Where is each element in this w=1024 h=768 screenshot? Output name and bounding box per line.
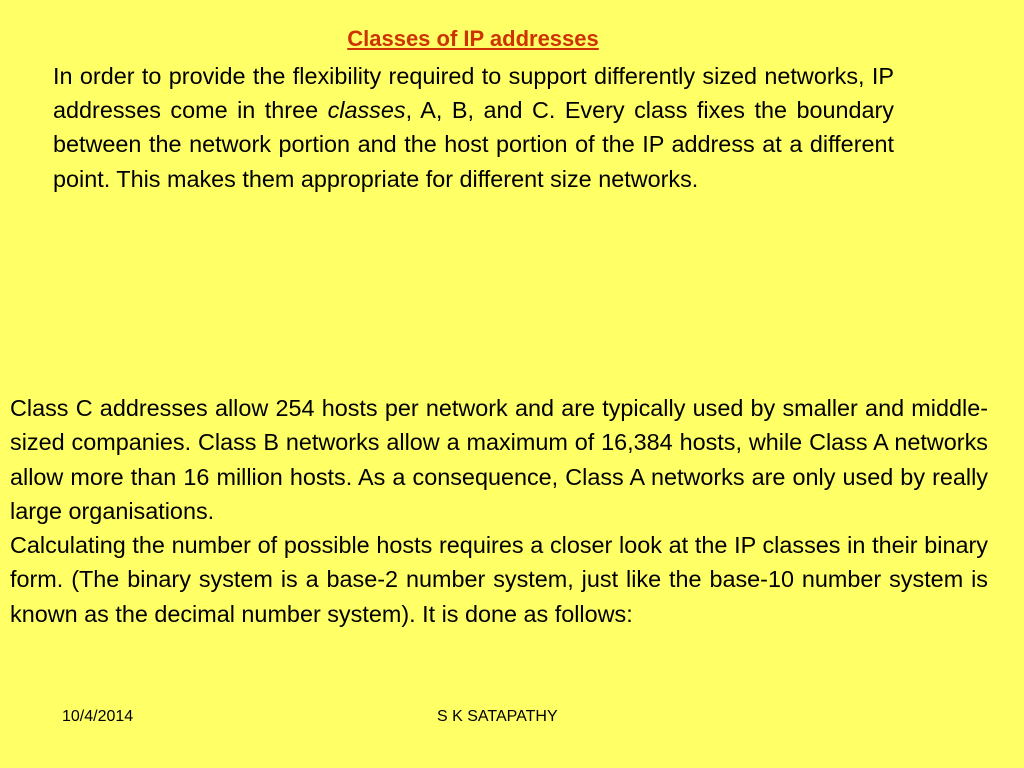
paragraph-binary-form: Calculating the number of possible hosts requires a closer look at the IP classes in their binary form. (The binary system is a base-2 number system, just like the base-10 number system is known as the decimal number system). It is done as follows: [10, 532, 988, 627]
footer-date: 10/4/2014 [62, 708, 134, 725]
intro-text-end: , A, B, and C. Every class fixes the boundary between the network portion and the host portion of the IP address at a different point. This makes them appropriate for different size networks. [53, 97, 894, 192]
intro-text-start: In order to provide the flexibility required to support differently sized networks, IP addresses come in three [53, 63, 894, 124]
intro-paragraph [53, 59, 894, 196]
intro-emphasis: classes [327, 97, 406, 124]
footer-author: S K SATAPATHY [437, 708, 558, 725]
paragraph-class-hosts: Class C addresses allow 254 hosts per network and are typically used by smaller and middle-sized companies. Class B networks allow a maximum of 16,384 hosts, while Class A networks allow more than 16 million hosts. As a consequence, Class A networks are only used by really large organisations. [10, 395, 988, 524]
body-text [10, 391, 988, 631]
slide-title: Classes of IP addresses [347, 26, 599, 51]
